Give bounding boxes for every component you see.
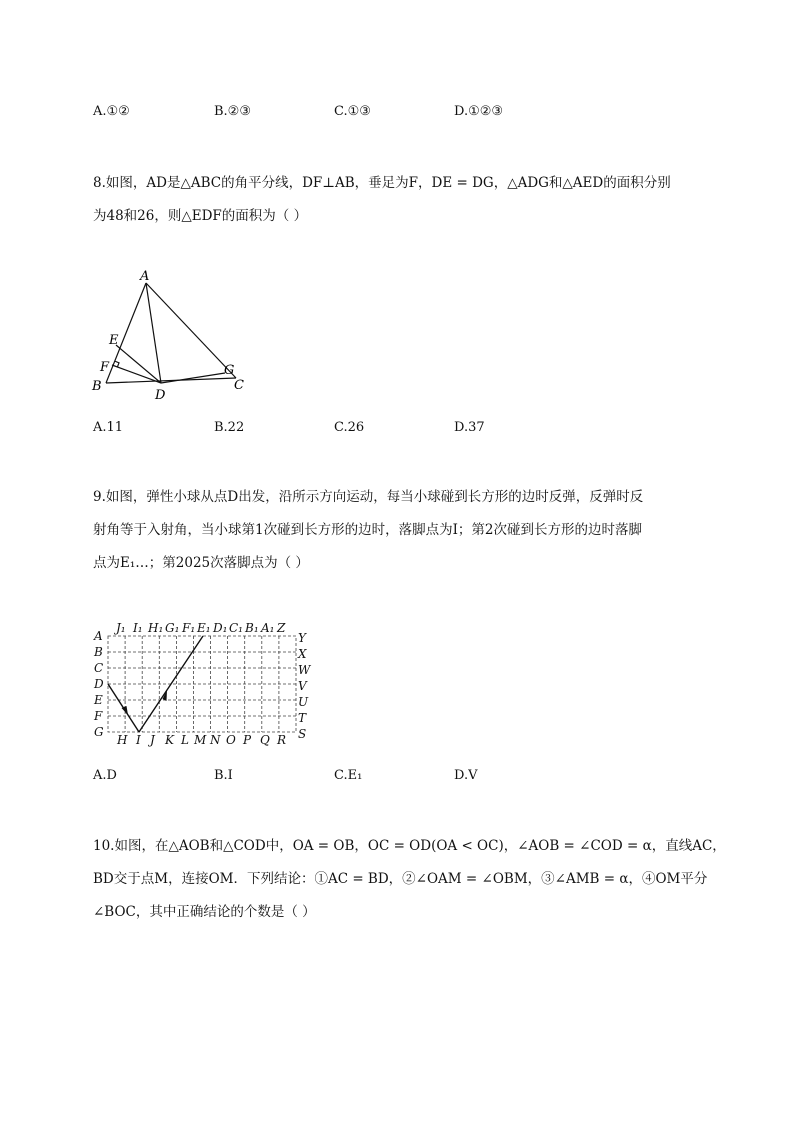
grid-top-label: B₁: [245, 621, 259, 635]
q8-option-b[interactable]: B.22: [214, 420, 245, 435]
grid-bottom-label: P: [243, 733, 252, 747]
grid-top-label: E₁: [197, 621, 211, 635]
q8-label-e: E: [109, 333, 119, 348]
grid-bottom-label: H: [117, 733, 128, 747]
grid-left-label: D: [94, 677, 104, 691]
grid-top-label: Z: [277, 621, 286, 635]
q9-option-b[interactable]: B.I: [214, 768, 233, 783]
grid-top-label: F₁: [182, 621, 196, 635]
grid-top-label: D₁: [213, 621, 228, 635]
q8-label-d: D: [155, 388, 166, 403]
q8-triangle-figure: [88, 265, 258, 405]
grid-top-label: J₁: [116, 621, 126, 635]
q9-grid-figure: [88, 615, 328, 750]
grid-bottom-label: M: [194, 733, 207, 747]
q9-option-a[interactable]: A.D: [93, 768, 117, 783]
q9-stem-line-2: 射角等于入射角，当小球第1次碰到长方形的边时，落脚点为I；第2次碰到长方形的边时落脚: [93, 522, 643, 538]
q8-label-f: F: [100, 360, 110, 375]
q8-stem-line-2: 为48和26，则△EDF的面积为（ ）: [93, 208, 308, 224]
q8-label-b: B: [92, 379, 102, 394]
grid-right-label: Y: [298, 631, 306, 645]
q8-option-c[interactable]: C.26: [334, 420, 365, 435]
grid-bottom-label: I: [136, 733, 141, 747]
grid-top-label: C₁: [229, 621, 243, 635]
grid-left-label: E: [94, 693, 103, 707]
q8-option-a[interactable]: A.11: [93, 420, 124, 435]
grid-left-label: B: [94, 645, 103, 659]
grid-left-label: A: [94, 629, 103, 643]
grid-top-label: I₁: [133, 621, 143, 635]
grid-bottom-label: O: [226, 733, 236, 747]
q7-option-d[interactable]: D.①②③: [454, 104, 504, 119]
q10-stem-line-3: ∠BOC，其中正确结论的个数是（ ）: [93, 904, 316, 920]
grid-bottom-label: N: [210, 733, 221, 747]
grid-right-label: U: [298, 695, 309, 709]
q9-option-c[interactable]: C.E₁: [334, 768, 363, 783]
q10-stem-line-2: BD交于点M，连接OM．下列结论：①AC = BD，②∠OAM = ∠OBM，③∠AMB = α，④OM平分: [93, 871, 708, 887]
q7-option-c[interactable]: C.①③: [334, 104, 371, 119]
q8-stem-line-1: 8.如图，AD是△ABC的角平分线，DF⊥AB，垂足为F，DE = DG，△ADG和△AED的面积分别: [93, 175, 671, 191]
grid-top-label: H₁: [148, 621, 164, 635]
q7-option-a[interactable]: A.①②: [93, 104, 130, 119]
grid-bottom-label: R: [277, 733, 287, 747]
grid-top-label: A₁: [261, 621, 275, 635]
q9-stem-line-1: 9.如图，弹性小球从点D出发，沿所示方向运动，每当小球碰到长方形的边时反弹，反弹时反: [93, 489, 644, 505]
q8-option-d[interactable]: D.37: [454, 420, 485, 435]
q7-option-b[interactable]: B.②③: [214, 104, 251, 119]
grid-left-label: G: [94, 725, 104, 739]
grid-left-label: C: [94, 661, 104, 675]
q9-option-d[interactable]: D.V: [454, 768, 478, 783]
grid-right-label: X: [298, 647, 307, 661]
q9-stem-line-3: 点为E₁…；第2025次落脚点为（ ）: [93, 555, 309, 571]
grid-top-label: G₁: [165, 621, 180, 635]
grid-right-label: V: [298, 679, 307, 693]
grid-bottom-label: L: [181, 733, 189, 747]
grid-right-label: W: [298, 663, 311, 677]
grid-bottom-label: J: [150, 733, 155, 747]
grid-left-label: F: [94, 709, 103, 723]
grid-bottom-label: Q: [260, 733, 270, 747]
q10-stem-line-1: 10.如图，在△AOB和△COD中，OA = OB，OC = OD(OA < OC)，∠AOB = ∠COD = α，直线AC，: [93, 838, 726, 854]
grid-right-label: S: [298, 727, 307, 741]
grid-bottom-label: K: [165, 733, 174, 747]
q8-label-a: A: [140, 269, 150, 284]
grid-right-label: T: [298, 711, 307, 725]
q8-label-g: G: [224, 363, 235, 378]
q8-label-c: C: [234, 378, 244, 393]
